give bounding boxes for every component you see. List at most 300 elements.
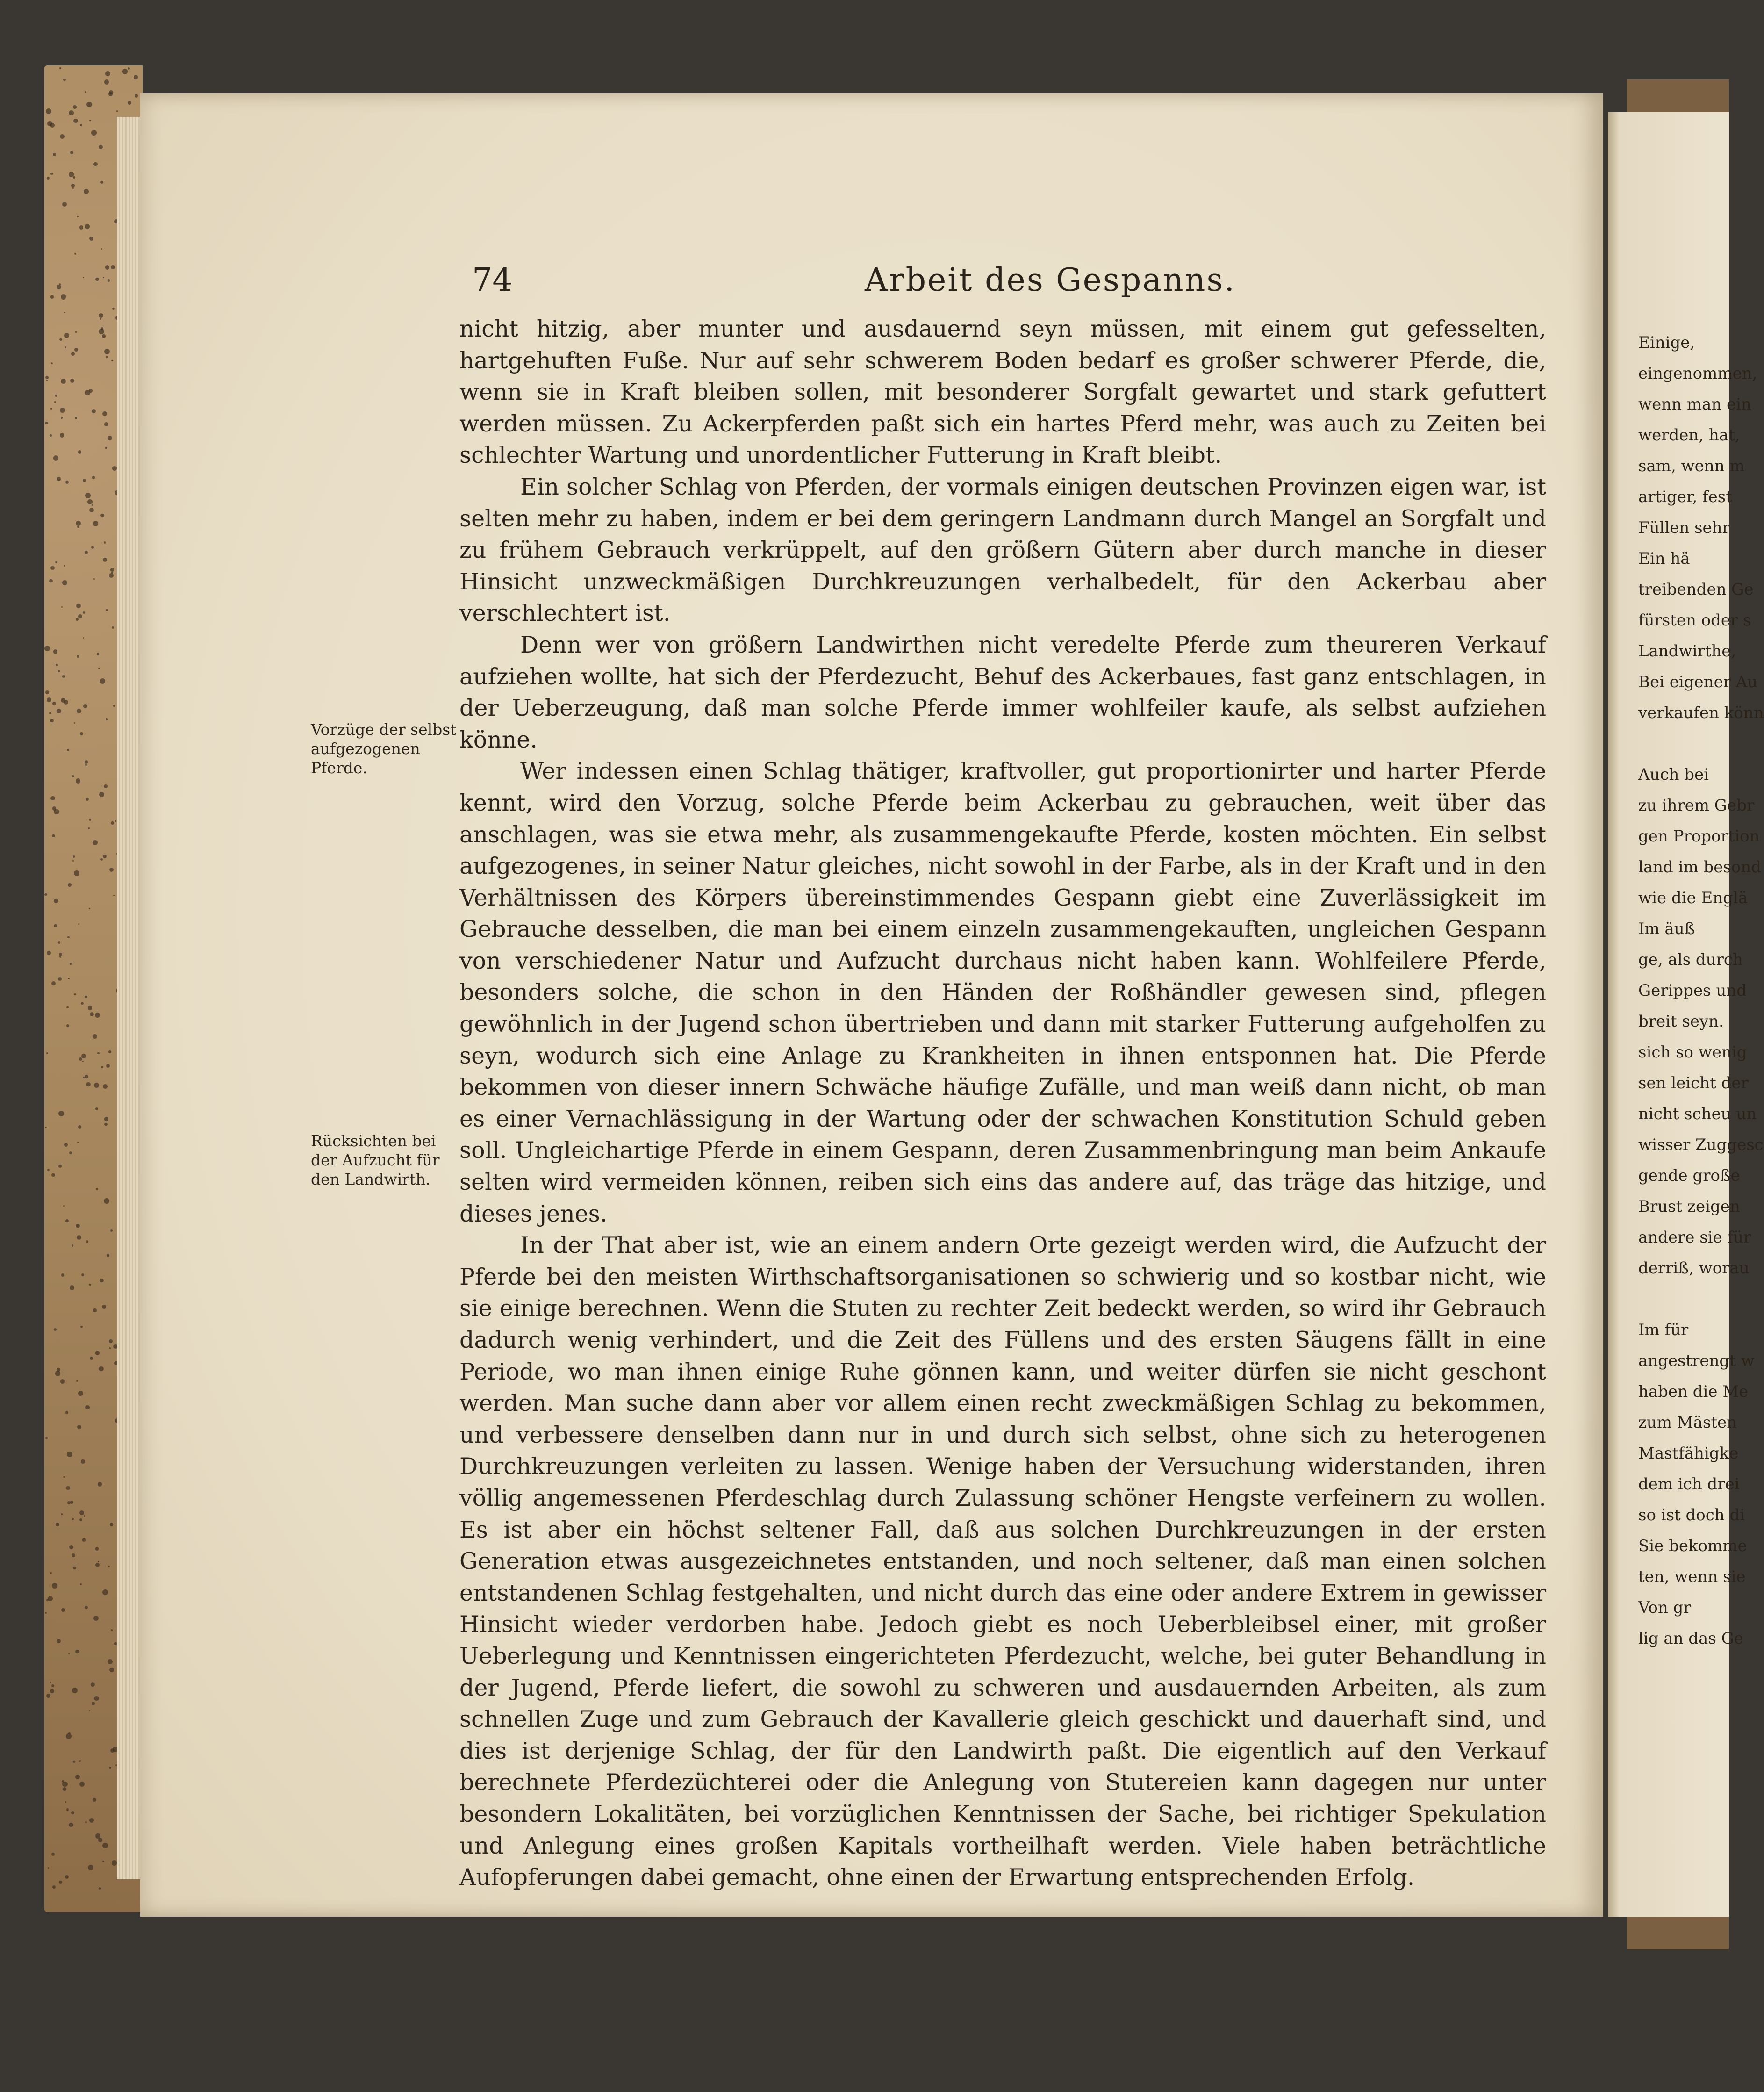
cover-speckle [59, 283, 61, 285]
cover-speckle [101, 327, 103, 330]
cover-speckle [83, 479, 86, 482]
cover-speckle [67, 936, 69, 938]
cover-speckle [64, 1143, 68, 1147]
facing-page-line: wisser Zuggesc [1638, 1136, 1764, 1154]
cover-speckle [111, 572, 113, 574]
cover-speckle [57, 709, 61, 713]
cover-speckle [98, 1561, 99, 1562]
cover-speckle [81, 1002, 83, 1005]
facing-page-line: Füllen sehr [1638, 518, 1730, 537]
cover-speckle [100, 181, 103, 184]
cover-speckle [113, 895, 115, 896]
cover-speckle [46, 380, 48, 381]
cover-speckle [47, 1169, 50, 1172]
cover-speckle [104, 784, 108, 788]
cover-speckle [104, 349, 110, 354]
facing-page-line: Ein hä [1638, 549, 1690, 568]
cover-speckle [106, 356, 108, 358]
cover-speckle [72, 187, 74, 189]
facing-page-line: haben die Me [1638, 1382, 1749, 1401]
cover-speckle [74, 722, 75, 724]
cover-speckle [67, 749, 69, 751]
cover-speckle [89, 120, 91, 122]
cover-speckle [84, 1515, 85, 1517]
cover-speckle [65, 1219, 69, 1222]
cover-speckle [70, 1285, 74, 1290]
cover-speckle [134, 75, 138, 79]
facing-page-line: breit seyn. [1638, 1012, 1724, 1031]
cover-speckle [68, 978, 70, 980]
cover-speckle [92, 504, 93, 506]
cover-speckle [58, 1165, 62, 1168]
cover-speckle [61, 606, 63, 608]
cover-speckle [105, 265, 110, 270]
cover-speckle [98, 668, 100, 669]
cover-speckle [81, 1054, 86, 1058]
cover-speckle [63, 1205, 65, 1207]
facing-page-line: wie die Englä [1638, 889, 1748, 907]
cover-speckle [74, 253, 76, 255]
facing-page-line: artiger, fest [1638, 488, 1732, 506]
cover-speckle [102, 411, 107, 416]
cover-speckle [99, 792, 104, 797]
cover-speckle [84, 189, 89, 194]
cover-speckle [85, 996, 87, 998]
cover-speckle [66, 1024, 69, 1027]
cover-speckle [60, 134, 65, 139]
cover-speckle [58, 1111, 64, 1116]
cover-speckle [51, 1684, 54, 1687]
cover-speckle [102, 1305, 106, 1309]
cover-speckle [76, 778, 80, 783]
cover-speckle [105, 71, 110, 76]
cover-speckle [79, 1782, 85, 1787]
cover-speckle [105, 447, 107, 448]
cover-speckle [78, 1391, 84, 1396]
facing-page-line: eingenommen, [1638, 364, 1757, 383]
cover-speckle [51, 1853, 55, 1856]
cover-speckle [82, 1061, 84, 1062]
cover-speckle [54, 809, 59, 814]
cover-speckle [99, 145, 103, 149]
cover-speckle [88, 827, 90, 829]
cover-speckle [51, 1173, 55, 1177]
cover-speckle [55, 395, 57, 396]
facing-page-line: dem ich drei [1638, 1475, 1740, 1494]
cover-speckle [93, 1308, 96, 1312]
cover-speckle [70, 379, 74, 383]
body-text [459, 313, 1546, 1893]
cover-speckle [69, 1545, 73, 1549]
paragraph: Denn wer von größern Landwirthen nicht veredelte Pferde zum theureren Verkauf aufziehen wollte, hat sich der Pferdezucht, Behuf des Ackerbaues, fast ganz entschlagen, in der Ueberzeugung, daß man solche Pferde immer wohlfeiler kaufe, als selbst aufziehen könne. [459, 631, 1546, 753]
cover-speckle [60, 1379, 65, 1384]
cover-speckle [81, 1273, 84, 1276]
cover-speckle [89, 1284, 91, 1286]
cover-speckle [66, 1486, 70, 1490]
cover-speckle [75, 1775, 80, 1779]
cover-speckle [88, 1865, 93, 1870]
cover-speckle [54, 899, 58, 903]
cover-speckle [109, 573, 114, 578]
cover-speckle [58, 977, 62, 981]
cover-speckle [85, 1606, 88, 1609]
cover-speckle [99, 313, 103, 318]
cover-speckle [54, 401, 56, 403]
cover-speckle [112, 308, 115, 310]
cover-speckle [72, 775, 74, 777]
cover-speckle [45, 690, 49, 694]
cover-speckle [59, 338, 62, 341]
facing-page-line: angestrengt w [1638, 1352, 1755, 1370]
facing-page-line: derriß, worau [1638, 1259, 1750, 1278]
cover-speckle [73, 855, 75, 857]
cover-speckle [93, 1616, 99, 1621]
facing-page-fragments [1638, 327, 1764, 1654]
cover-speckle [83, 704, 87, 708]
cover-speckle [74, 348, 78, 352]
facing-page-line: zu ihrem Gebr [1638, 796, 1755, 815]
cover-speckle [59, 1881, 62, 1884]
cover-speckle [95, 1563, 100, 1567]
cover-speckle [97, 1052, 99, 1054]
cover-speckle [62, 675, 65, 678]
facing-page-line: sam, wenn m [1638, 457, 1745, 475]
cover-speckle [106, 1064, 110, 1068]
cover-speckle [76, 618, 79, 621]
cover-speckle [65, 1875, 69, 1879]
cover-speckle [61, 417, 63, 418]
cover-speckle [70, 1501, 73, 1504]
cover-speckle [104, 541, 106, 544]
cover-speckle [50, 173, 53, 175]
cover-speckle [99, 1887, 101, 1890]
cover-speckle [86, 1240, 88, 1243]
cover-speckle [77, 216, 79, 217]
cover-speckle [88, 1006, 93, 1010]
page-number: 74 [472, 262, 513, 299]
cover-speckle [52, 702, 57, 706]
cover-speckle [108, 436, 112, 440]
cover-speckle [93, 840, 98, 845]
cover-speckle [95, 1107, 98, 1110]
cover-speckle [93, 1034, 97, 1039]
cover-speckle [72, 1688, 78, 1693]
cover-speckle [55, 561, 57, 563]
cover-speckle [49, 579, 52, 582]
facing-page-line: Landwirthe, [1638, 642, 1736, 661]
cover-speckle [80, 1583, 82, 1585]
cover-speckle [111, 360, 113, 362]
cover-speckle [63, 1476, 65, 1478]
cover-speckle [77, 709, 81, 713]
cover-speckle [53, 153, 56, 156]
cover-speckle [73, 119, 78, 123]
cover-speckle [65, 346, 66, 348]
cover-speckle [65, 481, 69, 484]
cover-speckle [60, 408, 65, 413]
cover-speckle [64, 312, 65, 314]
cover-speckle [50, 1682, 51, 1683]
cover-speckle [109, 1347, 111, 1349]
cover-speckle [77, 1235, 81, 1240]
cover-speckle [95, 1013, 100, 1018]
cover-speckle [110, 1229, 113, 1232]
cover-speckle [71, 184, 74, 187]
cover-speckle [104, 1117, 109, 1121]
cover-speckle [108, 1566, 110, 1567]
cover-speckle [44, 893, 47, 896]
facing-page-line: sen leicht der [1638, 1074, 1749, 1093]
cover-speckle [45, 376, 49, 379]
facing-page-line: ten, wenn sie [1638, 1567, 1746, 1586]
facing-page-line: werden, hat, [1638, 426, 1740, 445]
margin-note-breeding: Rücksichten bei der Aufzucht für den Landwirth. [311, 1132, 440, 1188]
cover-speckle [54, 924, 57, 927]
cover-speckle [73, 105, 77, 109]
cover-speckle [107, 1254, 110, 1257]
cover-speckle [100, 318, 101, 319]
cover-speckle [101, 248, 102, 250]
cover-speckle [70, 963, 72, 965]
cover-speckle [52, 1583, 57, 1589]
facing-page-line: Gerippes und [1638, 981, 1747, 1000]
cover-speckle [104, 1198, 109, 1204]
cover-speckle [61, 1513, 63, 1515]
cover-speckle [48, 1867, 49, 1869]
cover-speckle [46, 108, 51, 114]
cover-speckle [45, 1437, 47, 1439]
cover-speckle [95, 278, 99, 281]
cover-speckle [77, 655, 79, 657]
cover-speckle [87, 499, 93, 504]
cover-speckle [110, 568, 114, 571]
cover-speckle [57, 1639, 61, 1643]
cover-speckle [49, 712, 51, 714]
cover-speckle [82, 1538, 86, 1542]
cover-speckle [47, 697, 51, 702]
facing-page-line [1638, 1284, 1729, 1315]
page-header [472, 255, 1547, 306]
facing-page-line: Brust zeigen [1638, 1197, 1740, 1216]
cover-speckle [92, 409, 96, 413]
cover-speckle [109, 1668, 114, 1672]
cover-speckle [53, 649, 58, 654]
cover-speckle [86, 798, 89, 801]
cover-speckle [68, 883, 72, 887]
cover-speckle [69, 1151, 72, 1155]
cover-speckle [50, 295, 54, 298]
cover-speckle [51, 981, 56, 985]
cover-speckle [75, 417, 77, 419]
cover-speckle [112, 1860, 117, 1865]
facing-page-line: Im äuß [1638, 920, 1695, 938]
cover-speckle [102, 334, 106, 338]
cover-speckle [76, 521, 81, 526]
facing-page-line: treibenden Ge [1638, 580, 1754, 599]
cover-speckle [72, 1244, 73, 1246]
cover-speckle [80, 124, 82, 126]
cover-speckle [110, 1523, 113, 1526]
cover-speckle [128, 67, 130, 70]
facing-page [1608, 112, 1764, 1917]
running-title: Arbeit des Gespanns. [865, 262, 1236, 299]
cover-speckle [96, 1188, 98, 1190]
cover-speckle [47, 177, 50, 180]
cover-speckle [73, 1567, 76, 1570]
cover-speckle [95, 1833, 100, 1838]
cover-speckle [111, 1629, 113, 1631]
cover-speckle [109, 1767, 111, 1769]
cover-speckle [102, 1843, 108, 1848]
cover-speckle [95, 1351, 100, 1355]
cover-speckle [89, 237, 93, 241]
cover-speckle [62, 580, 67, 585]
cover-speckle [66, 1808, 69, 1811]
cover-speckle [93, 162, 98, 166]
facing-page-line: verkaufen könn [1638, 704, 1764, 722]
cover-speckle [81, 1459, 85, 1463]
cover-speckle [46, 1599, 49, 1601]
cover-speckle [102, 1589, 108, 1595]
cover-speckle [77, 526, 79, 528]
cover-speckle [101, 1066, 104, 1069]
cover-speckle [63, 79, 66, 81]
cover-speckle [91, 1682, 95, 1687]
facing-page-line: land im besond [1638, 858, 1762, 877]
cover-speckle [79, 225, 83, 229]
cover-speckle [72, 1518, 74, 1520]
cover-speckle [108, 279, 110, 281]
cover-speckle [76, 1380, 78, 1382]
cover-speckle [50, 719, 53, 722]
cover-speckle [112, 626, 114, 629]
cover-speckle [99, 1366, 103, 1371]
cover-speckle [58, 670, 60, 672]
cover-speckle [86, 102, 92, 108]
cover-speckle [113, 705, 115, 707]
cover-speckle [66, 1733, 72, 1739]
cover-speckle [93, 521, 98, 526]
facing-page-line: wenn man ein [1638, 395, 1751, 414]
cover-speckle [85, 551, 88, 554]
cover-speckle [79, 1518, 83, 1522]
cover-speckle [85, 493, 91, 498]
cover-speckle [69, 110, 74, 115]
cover-speckle [122, 69, 128, 74]
cover-speckle [100, 858, 103, 861]
cover-speckle [44, 646, 50, 651]
cover-speckle [100, 514, 104, 518]
cover-speckle [103, 277, 104, 278]
cover-speckle [103, 855, 107, 858]
facing-page-line: Auch bei [1638, 765, 1709, 784]
cover-speckle [91, 546, 94, 549]
cover-speckle [50, 408, 52, 410]
cover-speckle [89, 1710, 91, 1712]
cover-speckle [77, 1142, 79, 1143]
cover-speckle [115, 820, 116, 822]
cover-speckle [78, 1125, 81, 1129]
cover-speckle [64, 700, 68, 705]
cover-speckle [78, 450, 82, 454]
facing-page-line: sich so wenig [1638, 1043, 1747, 1062]
cover-speckle [61, 379, 66, 384]
cover-speckle [116, 110, 118, 112]
cover-speckle [80, 732, 83, 735]
cover-speckle [85, 91, 86, 93]
facing-page-line: zum Mästen [1638, 1413, 1737, 1432]
cover-speckle [72, 1553, 75, 1557]
cover-speckle [79, 1510, 84, 1515]
cover-speckle [85, 224, 90, 229]
cover-speckle [108, 1659, 113, 1664]
cover-speckle [89, 908, 90, 909]
cover-speckle [47, 951, 51, 955]
facing-page-line: ge, als durch [1638, 950, 1743, 969]
cover-speckle [83, 277, 85, 279]
facing-page-line: so ist doch di [1638, 1506, 1745, 1524]
cover-speckle [46, 1052, 48, 1054]
cover-speckle [78, 614, 82, 618]
cover-speckle [45, 1612, 47, 1614]
cover-speckle [111, 265, 115, 269]
cover-speckle [55, 1371, 60, 1376]
paragraph: nicht hitzig, aber munter und ausdauernd seyn müssen, mit einem gut gefesselten, hartgehuften Fuße. Nur auf sehr schwerem Boden bedarf es großer schwerer Pferde, die, wenn sie in Kraft bleiben sollen, mit besonderer Sorgfalt gewartet und stark gefuttert werden müssen. Zu Ackerpferden paßt sich ein hartes Pferd mehr, was auch zu Zeiten bei schlechter Wartung und unordentlicher Futterung in Kraft bleibt. [459, 316, 1546, 469]
cover-speckle [89, 819, 91, 821]
cover-speckle [111, 821, 114, 825]
cover-speckle [71, 352, 75, 356]
cover-speckle [65, 1801, 66, 1803]
paragraph: Ein solcher Schlag von Pferden, der vormals einigen deutschen Provinzen eigen war, ist selten mehr zu haben, indem er bei dem geringern Landmann durch Mangel an Sorgfalt und zu frühem Gebrauch verkrüppelt, auf den größern Gütern aber durch manche in dieser Hinsicht unzweckmäßigen Durchkreuzungen verhalbedelt, für den Ackerbau aber verschlechtert ist. [459, 473, 1546, 627]
cover-speckle [60, 433, 64, 437]
cover-speckle [104, 1123, 107, 1126]
cover-speckle [92, 476, 95, 479]
cover-speckle [57, 285, 61, 289]
cover-speckle [58, 941, 60, 943]
cover-speckle [63, 1787, 66, 1791]
facing-page-line: Einige, [1638, 333, 1695, 352]
cover-speckle [57, 477, 61, 481]
cover-speckle [79, 1057, 82, 1061]
facing-page-line: nicht scheu un [1638, 1105, 1757, 1123]
facing-page-line: Sie bekomme [1638, 1537, 1747, 1555]
cover-speckle [76, 1224, 79, 1228]
facing-page-line: fürsten oder s [1638, 611, 1751, 630]
cover-speckle [59, 67, 61, 69]
cover-speckle [100, 678, 106, 684]
cover-speckle [61, 294, 66, 300]
cover-speckle [74, 993, 76, 995]
cover-speckle [77, 1425, 81, 1429]
cover-speckle [83, 637, 84, 639]
paragraph: In der That aber ist, wie an einem andern Orte gezeigt werden wird, die Aufzucht der Pferde bei den meisten Wirthschaftsorganisationen so schwierig und so kostbar nicht, wie sie einige berechnen. Wenn die Stuten zu rechter Zeit bedeckt werden, so wird ihr Gebrauch dadurch wenig verhindert, und die Zeit des Füllens und des ersten Säugens fällt in eine Periode, wo man ihnen einige Ruhe gönnen kann, und weiter dürfen sie nicht geschont werden. Man suche dann aber vor allem einen recht zweckmäßigen Schlag zu bekommen, und verbessere denselben dann nur in und durch sich selbst, ohne sich zu heterogenen Durchkreuzungen verleiten zu lassen. Wenige haben der Versuchung widerstanden, ihren völlig angemessenen Pferdeschlag durch Zulassung schöner Hengste verfeinern zu wollen. Es ist aber ein höchst seltener Fall, daß aus solchen Durchkreuzungen in der ersten Generation etwas ausgezeichnetes entstanden, und noch seltener, daß man einen solchen entstandenen Schlag festgehalten, und nicht durch das eine oder andere Extrem in gewisser Hinsicht wieder verdorben habe. Jedoch giebt es noch Ueberbleibsel einer, mit großer Ueberlegung und Kenntnissen eingerichteten Pferdezucht, welche, bei guter Behandlung in der Jugend, Pferde liefert, die sowohl zu schweren und ausdauernden Arbeiten, als zum schnellen Zuge und zum Gebrauch der Kavallerie gleich geschickt und dauerhaft sind, und dies ist derjenige Schlag, der für den Landwirth paßt. Die eigentlich auf den Verkauf berechnete Pferdezüchterei oder die Anlegung von Stutereien kann dagegen nur unter besondern Lokalitäten, bei vorzüglichen Kenntnissen der Sache, bei richtiger Spekulation und Anlegung eines großen Kapitals vortheilhaft werden. Viele haben beträchtliche Aufopferungen dabei gemacht, ohne einen der Erwartung entsprechenden Erfolg. [459, 1232, 1546, 1891]
cover-speckle [93, 578, 95, 580]
cover-speckle [80, 1326, 83, 1328]
cover-speckle [56, 664, 58, 666]
cover-speckle [95, 1547, 99, 1551]
cover-speckle [76, 604, 81, 608]
cover-speckle [90, 1012, 94, 1016]
cover-speckle [79, 1760, 81, 1762]
facing-page-line: Mastfähigke [1638, 1444, 1739, 1463]
cover-speckle [64, 333, 69, 338]
cover-speckle [103, 558, 107, 562]
cover-speckle [85, 1405, 89, 1409]
cover-speckle [135, 94, 138, 98]
cover-speckle [98, 1838, 103, 1842]
cover-speckle [112, 466, 117, 471]
cover-speckle [104, 79, 109, 85]
